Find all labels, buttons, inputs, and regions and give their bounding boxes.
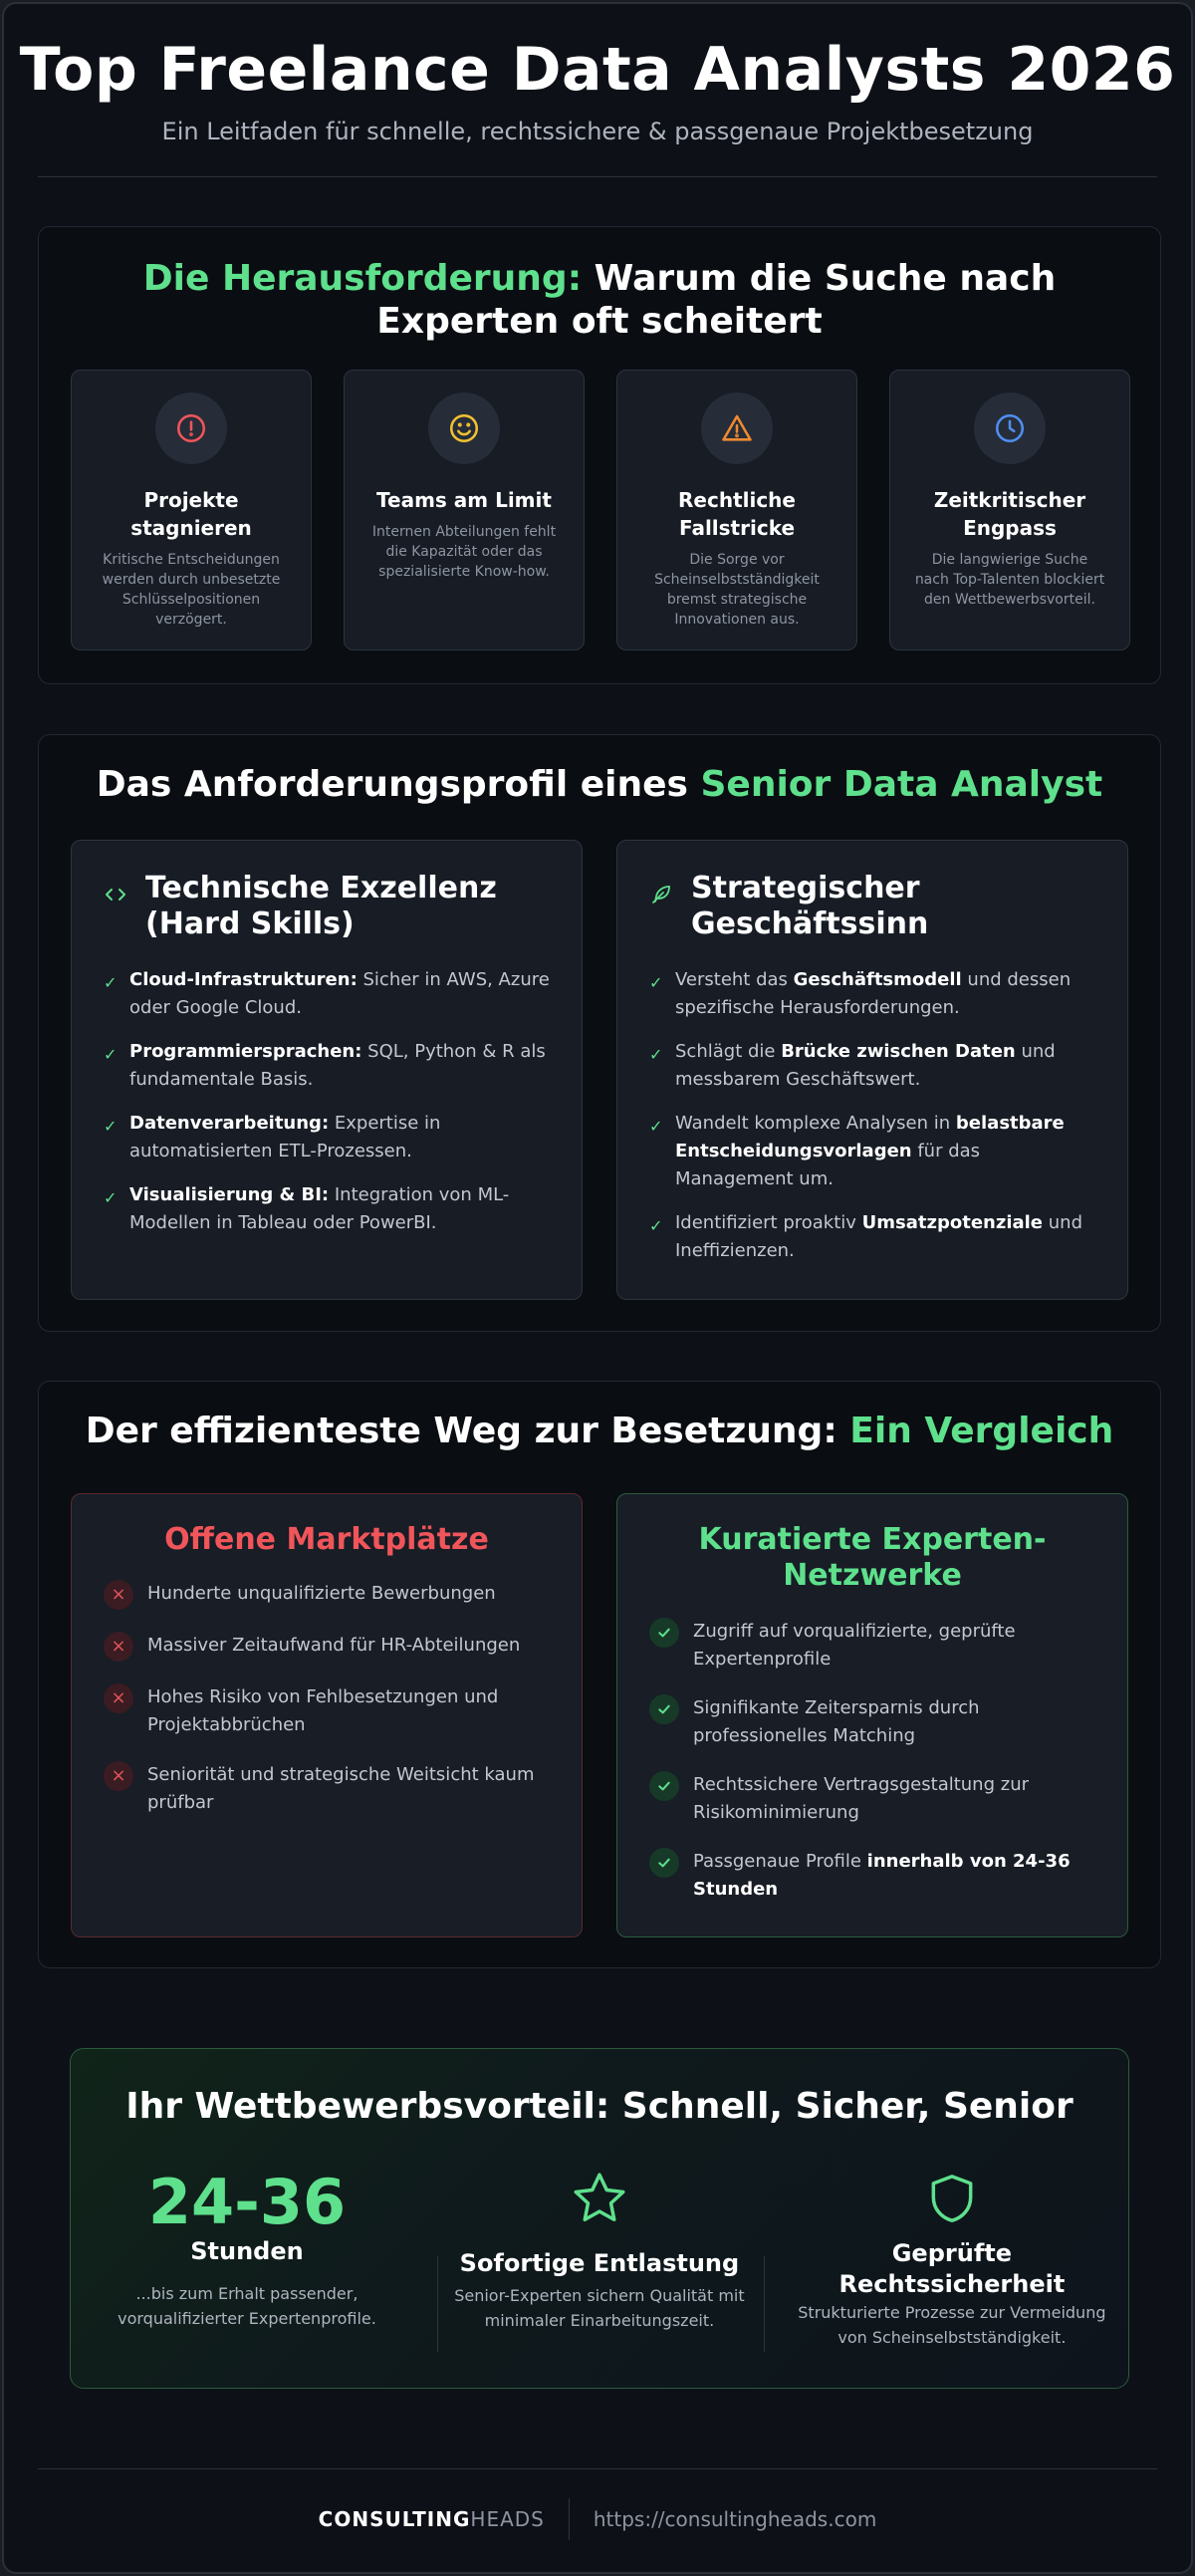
list-item: × Massiver Zeitaufwand für HR-Abteilungen xyxy=(104,1632,550,1662)
warning-triangle-icon xyxy=(720,411,754,445)
cross-icon: × xyxy=(104,1632,133,1662)
advantage-stats xyxy=(71,2166,1128,2350)
hard-skills-list xyxy=(104,966,550,1237)
brand-logo[interactable]: CONSULTINGHEADS xyxy=(318,2507,545,2531)
list-item: ✓ Schlägt die Brücke zwischen Daten und messbarem Geschäftswert. xyxy=(649,1038,1095,1094)
business-skills-title: Strategischer Geschäftssinn xyxy=(691,871,929,941)
curated-networks-title: Kuratierte Experten- Netzwerke xyxy=(698,1522,1047,1593)
star-icon xyxy=(570,2169,629,2228)
website-link[interactable]: https://consultingheads.com xyxy=(593,2507,877,2531)
check-icon: ✓ xyxy=(649,973,663,992)
challenge-card xyxy=(71,370,312,650)
check-icon: ✓ xyxy=(649,1216,663,1235)
stat-description: ...bis zum Erhalt passender, vorqualifizierter Expertenprofile. xyxy=(118,2284,376,2328)
card-title: Zeitkritischer Engpass xyxy=(933,488,1086,540)
alert-circle-icon xyxy=(174,411,208,445)
stat-description: Strukturierte Prozesse zur Vermeidung von Scheinselbstständigkeit. xyxy=(798,2303,1106,2347)
cross-icon: × xyxy=(104,1580,133,1610)
advantage-panel xyxy=(70,2048,1129,2389)
check-icon xyxy=(649,1848,679,1878)
check-icon: ✓ xyxy=(649,1117,663,1136)
list-item: ✓ Visualisierung & BI: Integration von ML- Modellen in Tableau oder PowerBI. xyxy=(104,1181,550,1237)
card-description: Die langwierige Suche nach Top-Talenten blockiert den Wettbewerbsvorteil. xyxy=(914,552,1105,608)
business-skills-list xyxy=(649,966,1095,1265)
open-marketplaces-title: Offene Marktplätze xyxy=(164,1522,489,1557)
stat-legal xyxy=(776,2169,1128,2350)
hard-skills-card xyxy=(71,840,583,1300)
check-icon xyxy=(649,1618,679,1648)
stat-label: Stunden xyxy=(190,2237,304,2265)
stat-relief xyxy=(423,2169,776,2350)
check-icon: ✓ xyxy=(104,1045,118,1064)
list-item: ✓ Datenverarbeitung: Expertise in automatisierten ETL-Prozessen. xyxy=(104,1110,550,1165)
footer-divider xyxy=(38,2468,1157,2469)
stat-label: Geprüfte Rechtssicherheit xyxy=(838,2239,1066,2298)
list-item: ✓ Wandelt komplexe Analysen in belastbare Entscheidungsvorlagen für das Management um. xyxy=(649,1110,1095,1193)
challenge-cards xyxy=(71,370,1130,650)
feather-icon xyxy=(649,883,673,906)
challenge-card xyxy=(344,370,585,650)
challenge-card xyxy=(616,370,857,650)
infographic-page xyxy=(2,2,1193,2574)
list-item: Zugriff auf vorqualifizierte, geprüfte Expertenprofile xyxy=(649,1618,1095,1674)
stat-divider xyxy=(764,2256,765,2352)
cross-icon: × xyxy=(104,1683,133,1713)
cross-icon: × xyxy=(104,1761,133,1791)
check-icon xyxy=(649,1771,679,1801)
footer xyxy=(4,2497,1191,2541)
open-marketplaces-card xyxy=(71,1493,583,1937)
stat-label: Sofortige Entlastung xyxy=(459,2249,740,2277)
hard-skills-title: Technische Exzellenz (Hard Skills) xyxy=(145,871,497,941)
card-description: Kritische Entscheidungen werden durch unbesetzte Schlüsselpositionen verzögert. xyxy=(102,552,281,628)
card-description: Die Sorge vor Scheinselbstständigkeit bremst strategische Innovationen aus. xyxy=(654,552,820,628)
list-item: Signifikante Zeitersparnis durch professionelles Matching xyxy=(649,1694,1095,1750)
profile-title: Das Anforderungsprofil eines Senior Data Analyst xyxy=(96,764,1103,805)
list-item: × Hunderte unqualifizierte Bewerbungen xyxy=(104,1580,550,1610)
stat-speed xyxy=(71,2166,423,2350)
advantage-title: Ihr Wettbewerbsvorteil: Schnell, Sicher, Senior xyxy=(125,2086,1074,2127)
curated-networks-card xyxy=(616,1493,1128,1937)
page-subtitle: Ein Leitfaden für schnelle, rechtssichere & passgenaue Projektbesetzung xyxy=(161,118,1034,145)
challenge-section xyxy=(38,226,1161,684)
smile-icon xyxy=(447,411,481,445)
comparison-title: Der effizienteste Weg zur Besetzung: Ein Vergleich xyxy=(85,1411,1114,1451)
stat-description: Senior-Experten sichern Qualität mit minimaler Einarbeitungszeit. xyxy=(454,2286,745,2330)
list-item: ✓ Versteht das Geschäftsmodell und dessen spezifische Herausforderungen. xyxy=(649,966,1095,1022)
list-item: × Seniorität und strategische Weitsicht kaum prüfbar xyxy=(104,1761,550,1817)
comparison-section xyxy=(38,1381,1161,1968)
clock-icon xyxy=(993,411,1027,445)
stat-divider xyxy=(437,2256,438,2352)
check-icon xyxy=(649,1694,679,1724)
network-benefits-list xyxy=(649,1618,1095,1904)
list-item: ✓ Cloud-Infrastrukturen: Sicher in AWS, Azure oder Google Cloud. xyxy=(104,966,550,1022)
business-skills-card xyxy=(616,840,1128,1300)
list-item: ✓ Identifiziert proaktiv Umsatzpotenziale und Ineffizienzen. xyxy=(649,1209,1095,1265)
list-item: Rechtssichere Vertragsgestaltung zur Risikominimierung xyxy=(649,1771,1095,1827)
list-item: Passgenaue Profile innerhalb von 24-36 Stunden xyxy=(649,1848,1095,1904)
shield-icon xyxy=(924,2169,980,2228)
page-title: Top Freelance Data Analysts 2026 xyxy=(19,35,1176,105)
list-item: × Hohes Risiko von Fehlbesetzungen und Projektabbrüchen xyxy=(104,1683,550,1739)
check-icon: ✓ xyxy=(104,1117,118,1136)
challenge-title: Die Herausforderung: Warum die Suche nach Experten oft scheitert xyxy=(142,258,1057,342)
challenge-card xyxy=(889,370,1130,650)
footer-separator xyxy=(569,2498,570,2540)
check-icon: ✓ xyxy=(104,1188,118,1207)
list-item: ✓ Programmiersprachen: SQL, Python & R als fundamentale Basis. xyxy=(104,1038,550,1094)
stat-value: 24-36 xyxy=(147,2166,347,2238)
card-title: Rechtliche Fallstricke xyxy=(678,488,796,540)
card-title: Projekte stagnieren xyxy=(130,488,252,540)
header-divider xyxy=(38,176,1157,177)
card-description: Internen Abteilungen fehlt die Kapazität oder das spezialisierte Know-how. xyxy=(371,524,557,580)
card-title: Teams am Limit xyxy=(376,488,552,512)
check-icon: ✓ xyxy=(104,973,118,992)
marketplace-drawbacks-list xyxy=(104,1580,550,1817)
check-icon: ✓ xyxy=(649,1045,663,1064)
profile-section xyxy=(38,734,1161,1332)
header xyxy=(4,4,1191,145)
code-icon xyxy=(104,883,127,906)
